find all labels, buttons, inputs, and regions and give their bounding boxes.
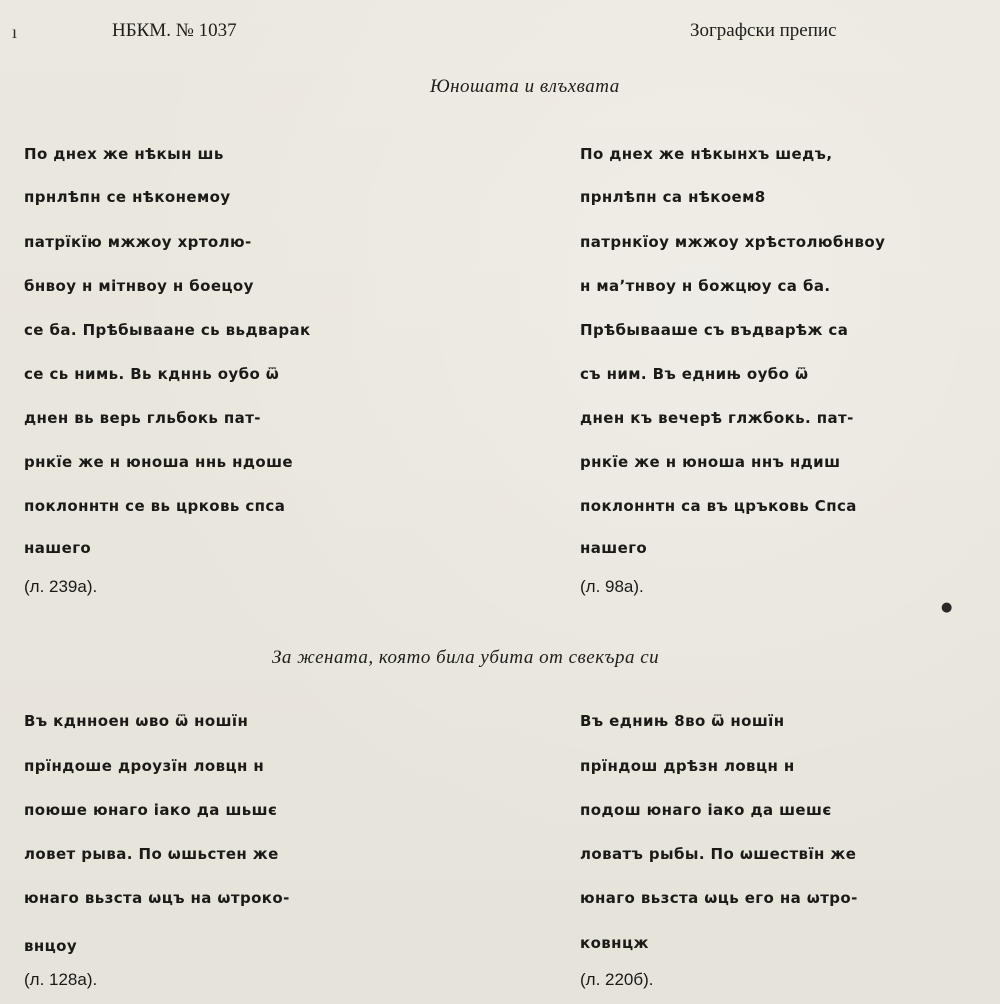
text-line: съ ним. Въ еднињ оубо ѿ: [580, 365, 809, 383]
text-line: патрїкїю мжжоу хртолю-: [24, 233, 252, 251]
text-line: юнаго вьзста ѡць его на ѡтро-: [580, 889, 858, 907]
text-line: По днех же нѣкынхъ шедъ,: [580, 145, 833, 163]
text-line: патрнкїоу мжжоу хрѣстолюбнвоу: [580, 233, 886, 251]
text-line: юнаго вьзста ѡцъ на ѡтроко-: [24, 889, 290, 907]
text-column-left: [24, 145, 444, 615]
text-line: нашего: [580, 539, 648, 557]
text-line: ловатъ рыбы. По ѡшествїн же: [580, 845, 857, 863]
text-line: прїндош дрѣзн ловцн н: [580, 757, 795, 775]
text-line: рнкїе же н юноша ннъ ндиш: [580, 453, 841, 471]
text-column-right: [580, 145, 990, 615]
text-line: поклоннтн са въ цръковь Спса: [580, 497, 857, 515]
section-title: Юношата и влъхвата: [430, 76, 620, 97]
text-column-left: [24, 712, 444, 997]
text-line: се сь нимь. Вь кдннь оубо ѿ: [24, 365, 280, 383]
header-right: Зографски препис: [690, 20, 837, 41]
text-line: По днех же нѣкын шь: [24, 145, 224, 163]
text-line: н маʼтнвоу н божцюу са ба.: [580, 277, 831, 295]
text-line: Прѣбывааше съ въдварѣж са: [580, 321, 849, 339]
text-line: прнлѣпн са нѣкоем8: [580, 188, 766, 206]
folio-reference: (л. 220б).: [580, 970, 654, 989]
text-line: Въ кднноен ѡво ѿ ношїн: [24, 712, 249, 730]
text-line: ковнцж: [580, 934, 649, 952]
text-line: прнлѣпн се нѣконемоу: [24, 188, 231, 206]
header-left: НБКМ. № 1037: [112, 20, 237, 41]
text-line: поюше юнаго іако да шьшє: [24, 801, 278, 819]
text-line: се ба. Прѣбываане сь вьдварак: [24, 321, 311, 339]
text-column-right: [580, 712, 990, 997]
text-line: днен къ вечерѣ глжбокь. пат-: [580, 409, 854, 427]
text-line: бнвоу н мітнвоу н боецоу: [24, 277, 254, 295]
folio-reference: (л. 98а).: [580, 577, 644, 596]
text-line: прїндоше дроузїн ловцн н: [24, 757, 265, 775]
text-line: нашего: [24, 539, 92, 557]
text-line: внцоу: [24, 937, 78, 955]
page-corner-mark: ı: [12, 22, 18, 42]
text-line: поклоннтн се вь црковь спса: [24, 497, 286, 515]
text-line: подош юнаго іако да шешє: [580, 801, 832, 819]
folio-reference: (л. 239а).: [24, 577, 98, 596]
text-line: ловет рыва. По ѡшьстен же: [24, 845, 279, 863]
text-line: днен вь верь гльбокь пат-: [24, 409, 261, 427]
text-line: Въ еднињ 8во ѿ ношїн: [580, 712, 785, 730]
folio-reference: (л. 128а).: [24, 970, 98, 989]
text-line: рнкїе же н юноша ннь ндоше: [24, 453, 293, 471]
section-title: За жената, която била убита от свекъра си: [272, 647, 660, 668]
dot-mark: ●: [941, 600, 953, 615]
